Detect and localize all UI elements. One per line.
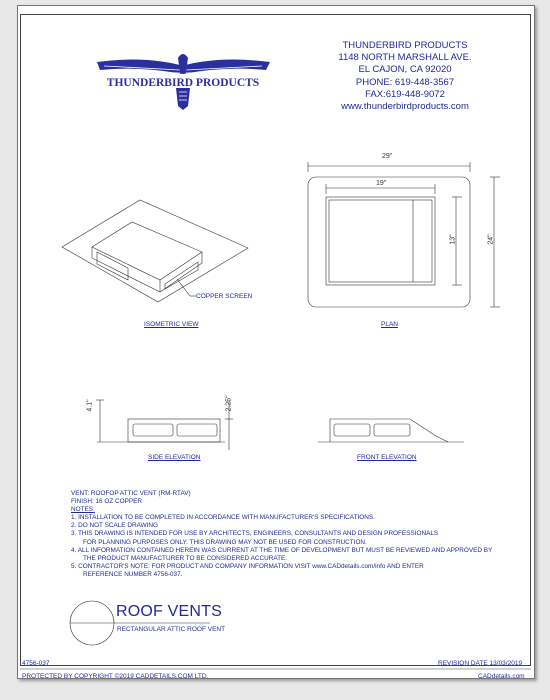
logo-text: THUNDERBIRD PRODUCTS [106, 77, 260, 89]
plan-view [308, 162, 500, 307]
front-elevation [318, 419, 464, 442]
note-4b: THE PRODUCT MANUFACTURER TO BE CONSIDERED ACCURATE. [83, 554, 288, 562]
dim-4-1: 4.1" [86, 399, 94, 412]
front-elevation-caption: FRONT ELEVATION [357, 454, 417, 461]
dim-19: 19" [376, 180, 387, 187]
dim-13: 13" [449, 234, 457, 245]
dim-2-25: 2.25" [225, 395, 233, 412]
company-address: 1148 NORTH MARSHALL AVE. [338, 52, 472, 64]
finish-spec: FINISH: 16 OZ COPPER [71, 498, 143, 506]
caddetails-link[interactable]: CADdetails.com [478, 673, 525, 680]
copper-screen-label: COPPER SCREEN [196, 293, 253, 300]
note-5a: 5. CONTRACTOR'S NOTE: FOR PRODUCT AND COMPANY INFORMATION VISIT www.CADdetails.com/info AND ENTER [71, 562, 424, 570]
company-phone: PHONE: 619-448-3567 [355, 76, 455, 88]
company-info [335, 40, 475, 113]
company-name: THUNDERBIRD PRODUCTS [342, 40, 468, 51]
drawing-title: ROOF VENTS [116, 603, 223, 620]
isometric-view [62, 200, 248, 302]
company-fax: FAX:619-448-9072 [365, 88, 445, 100]
reference-number: 4756-037 [22, 660, 50, 667]
dim-24: 24" [487, 234, 495, 245]
side-elevation [96, 400, 233, 450]
vent-spec: VENT: ROOFOP ATTIC VENT (RM-RTAV) [71, 490, 191, 497]
note-1: 1. INSTALLATION TO BE COMPLETED IN ACCORDANCE WITH MANUFACTURER'S SPECIFICATIONS. [71, 514, 375, 522]
note-4a: 4. ALL INFORMATION CONTAINED HEREIN WAS CURRENT AT THE TIME OF DEVELOPMENT BUT MUST BE REVIEWED AND APPROVED BY [71, 546, 493, 554]
dim-29: 29" [382, 153, 393, 160]
notes-block [71, 490, 492, 579]
side-elevation-caption: SIDE ELEVATION [148, 454, 201, 461]
isometric-caption: ISOMETRIC VIEW [144, 321, 199, 328]
note-2: 2. DO NOT SCALE DRAWING [71, 522, 158, 530]
copyright-text: PROTECTED BY COPYRIGHT ©2019 CADDETAILS.COM LTD. [22, 673, 209, 680]
company-city: EL CAJON, CA 92020 [358, 64, 452, 76]
note-5b: REFERENCE NUMBER 4756-037. [83, 570, 183, 578]
notes-heading: NOTES: [71, 506, 95, 514]
plan-caption: PLAN [381, 321, 398, 328]
drawing-subtitle: RECTANGULAR ATTIC ROOF VENT [117, 626, 226, 633]
note-3a: 3. THIS DRAWING IS INTENDED FOR USE BY ARCHITECTS, ENGINEERS, CONSULTANTS AND DESIGN PROFESSIONALS [71, 530, 439, 538]
revision-date: REVISION DATE 13/03/2019 [438, 660, 523, 667]
company-website[interactable]: www.thunderbirdproducts.com [341, 101, 469, 113]
note-3b: FOR PLANNING PURPOSES ONLY. THIS DRAWING MAY NOT BE USED FOR CONSTRUCTION. [83, 538, 367, 546]
